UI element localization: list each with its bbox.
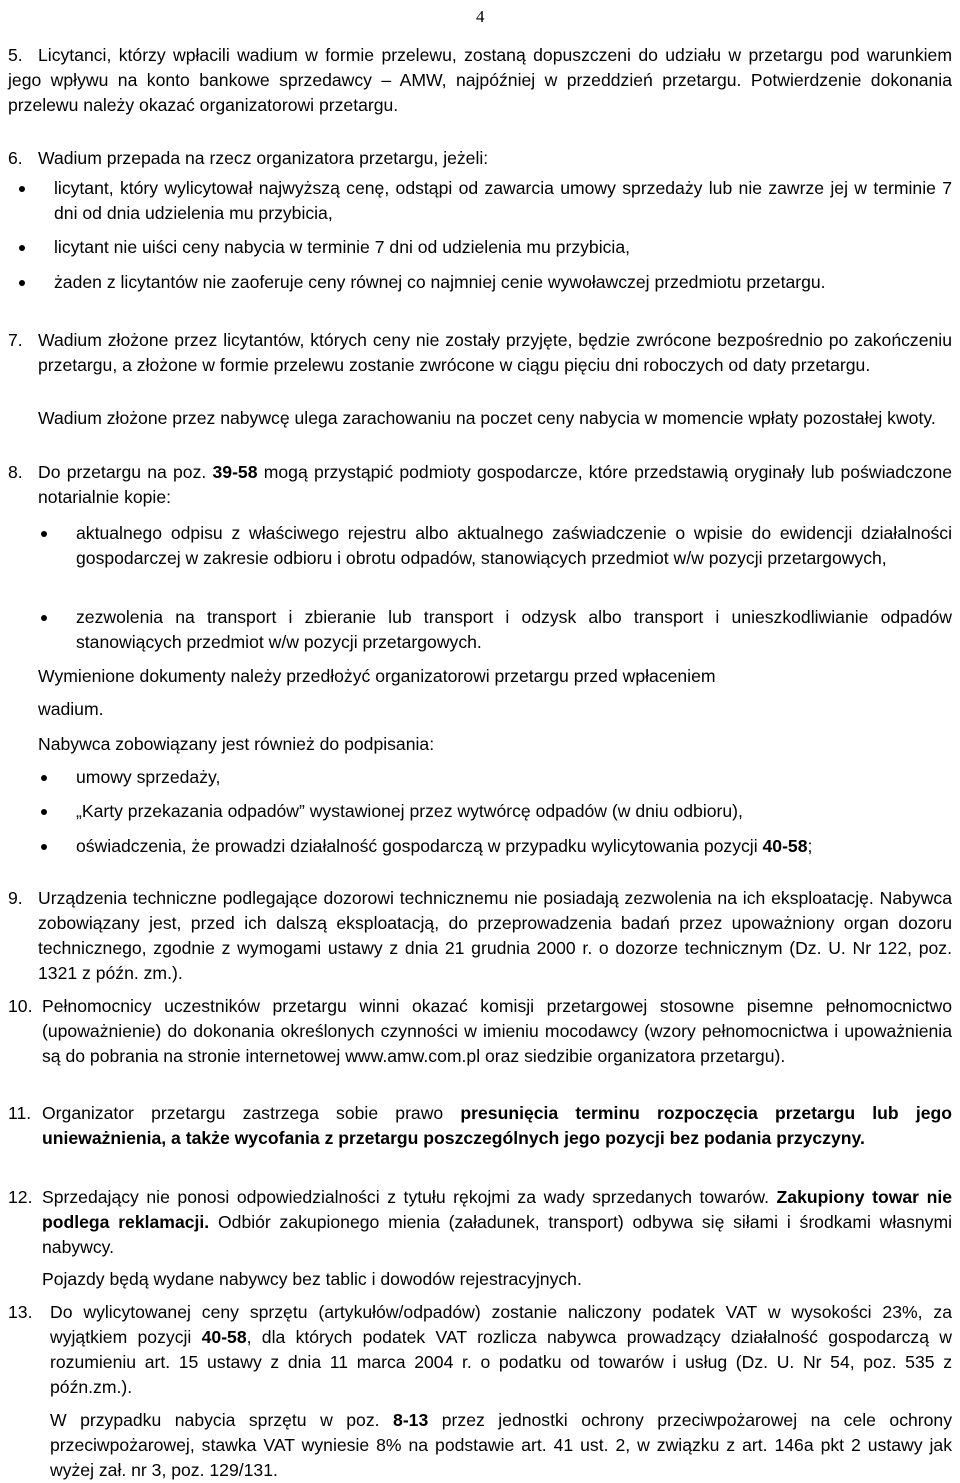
- section-10: [8, 994, 952, 1069]
- section-5-number: 5.: [8, 45, 23, 65]
- section-13-lead: Do wylicytowanej ceny sprzętu (artykułów/odpadów) zostanie naliczony podatek VAT w wysokości 23%, za wyjątkiem pozycji: [50, 1302, 952, 1347]
- section-12-bold: Zakupiony towar nie podlega reklamacji.: [42, 1187, 952, 1232]
- section-6: [8, 146, 952, 171]
- section-13-text: [50, 1300, 952, 1400]
- section-7-number: 7.: [8, 330, 23, 350]
- section-10-text: Pełnomocnicy uczestników przetargu winni okazać komisji przetargowej stosowne pisemne pełnomocnictwo (upoważnienie) do dokonania określonych czynności w imieniu mocodawcy (wzory pełnomocnictwa i upoważnienia są do pobrania na stronie internetowej www.amw.com.pl oraz siedzibie organizatora przetargu).: [42, 996, 952, 1066]
- section-9-text: Urządzenia techniczne podlegające dozorowi technicznemu nie posiadają zezwolenia na ich eksploatację. Nabywca zobowiązany jest, przed ich dalszą eksploatacją, do przeprowadzenia badań przez upoważniony organ dozoru technicznego, zgodnie z wymogami ustawy z dnia 21 grudnia 2000 r. o dozorze technicznym (Dz. U. Nr 122, poz. 1321 z późn. zm.).: [38, 888, 952, 983]
- section-13-positions: 40-58: [201, 1327, 247, 1347]
- section-13-rest: , dla których podatek VAT rozlicza nabywca prowadzący działalność gospodarczą w rozumieniu art. 15 ustawy z dnia 11 marca 2004 r. o podatku od towarów i usług (Dz. U. Nr 54, poz. 535 z późn.zm.).: [50, 1327, 953, 1397]
- section-7-text-2: Wadium złożone przez nabywcę ulega zarachowaniu na poczet ceny nabycia w momencie wpłaty pozostałej kwoty.: [38, 408, 936, 428]
- section-12-vehicles: Pojazdy będą wydane nabywcy bez tablic i dowodów rejestracyjnych.: [42, 1269, 582, 1289]
- section-11-bold: presunięcia terminu rozpoczęcia przetargu lub jego unieważnienia, a także wycofania z przetargu poszczególnych jego pozycji bez podania przyczyny.: [42, 1103, 953, 1148]
- section-8-bullet-2: zezwolenia na transport i zbieranie lub transport i odzysk albo transport i unieszkodliwianie odpadów stanowiących przedmiot w/w pozycji przetargowych.: [76, 605, 952, 655]
- section-7-text: Wadium złożone przez licytantów, których ceny nie zostały przyjęte, będzie zwrócone bezpośrednio po zakończeniu przetargu, a złożone w formie przelewu zostanie zwrócone w ciągu pięciu dni roboczych od daty przetargu.: [38, 330, 952, 375]
- section-8-positions: 39-58: [212, 462, 258, 482]
- section-6-bullet-2: licytant nie uiści ceny nabycia w terminie 7 dni od udzielenia mu przybicia,: [54, 235, 952, 260]
- section-5-text: Licytanci, którzy wpłacili wadium w formie przelewu, zostaną dopuszczeni do udziału w przetargu pod warunkiem jego wpływu na konto bankowe sprzedawcy – AMW, najpóźniej w przeddzień przetargu. Potwierdzenie dokonania przelewu należy okazać organizatorowi przetargu.: [8, 45, 952, 115]
- section-8-buyer-bullet-3: [76, 834, 952, 859]
- section-13-paragraph-2: [50, 1408, 952, 1483]
- section-6-number: 6.: [8, 148, 23, 168]
- section-6-bullet-3: żaden z licytantów nie zaoferuje ceny równej co najmniej cenie wywoławczej przedmiotu przetargu.: [54, 270, 952, 295]
- section-8-statement-end: ;: [807, 836, 813, 856]
- section-8-rest: mogą przystąpić podmioty gospodarcze, które przedstawią oryginały lub poświadczone notarialnie kopie:: [38, 462, 953, 507]
- section-9-number: 9.: [8, 888, 23, 908]
- section-8-documents-line-1: Wymienione dokumenty należy przedłożyć organizatorowi przetargu przed wpłaceniem: [38, 666, 716, 686]
- section-12-text: [42, 1185, 952, 1260]
- page-number: 4: [476, 7, 485, 26]
- section-9: [8, 886, 952, 986]
- section-8-documents-line-2: wadium.: [38, 699, 104, 719]
- section-6-text: Wadium przepada na rzecz organizatora przetargu, jeżeli:: [38, 148, 489, 168]
- section-8-number: 8.: [8, 462, 23, 482]
- section-8-statement-positions: 40-58: [762, 836, 808, 856]
- section-8: [8, 460, 952, 510]
- section-13-p2-lead: W przypadku nabycia sprzętu w poz.: [50, 1410, 380, 1430]
- section-13-number: 13.: [8, 1302, 33, 1322]
- section-8-bullet-1: aktualnego odpisu z właściwego rejestru albo aktualnego zaświadczenie o wpisie do ewidencji działalności gospodarczej w zakresie odbioru i obrotu odpadów, stanowiących przedmiot w/w pozycji przetargowych,: [76, 521, 952, 571]
- section-10-number: 10.: [8, 996, 33, 1016]
- section-8-buyer-bullet-1: umowy sprzedaży,: [76, 765, 952, 790]
- section-5: [8, 43, 952, 118]
- section-8-buyer-intro: Nabywca zobowiązany jest również do podpisania:: [38, 734, 435, 754]
- section-12-number: 12.: [8, 1187, 33, 1207]
- section-11-lead: Organizator przetargu zastrzega sobie prawo: [42, 1103, 444, 1123]
- section-12-rest: Odbiór zakupionego mienia (załadunek, transport) odbywa się siłami i środkami własnymi nabywcy.: [42, 1212, 953, 1257]
- section-8-lead: Do przetargu na poz.: [38, 462, 207, 482]
- section-13-p2-rest: przez jednostki ochrony przeciwpożarowej na cele ochrony przeciwpożarowej, stawka VAT wyniesie 8% na podstawie art. 41 ust. 2, w związku z art. 146a pkt 2 ustawy jak wyżej zał. nr 3, poz. 129/131.: [50, 1410, 953, 1480]
- section-6-bullet-1: licytant, który wylicytował najwyższą cenę, odstąpi od zawarcia umowy sprzedaży lub nie zawrze jej w terminie 7 dni od dnia udzielenia mu przybicia,: [54, 176, 952, 226]
- section-13-p2-positions: 8-13: [393, 1410, 429, 1430]
- section-11-text: [42, 1101, 952, 1151]
- section-8-buyer-bullet-2: „Karty przekazania odpadów” wystawionej przez wytwórcę odpadów (w dniu odbioru),: [76, 799, 952, 824]
- section-12-lead: Sprzedający nie ponosi odpowiedzialności z tytułu rękojmi za wady sprzedanych towarów.: [42, 1187, 769, 1207]
- section-12: [8, 1185, 952, 1260]
- section-8-statement-text: oświadczenia, że prowadzi działalność gospodarczą w przypadku wylicytowania pozycji: [76, 836, 758, 856]
- section-7: [8, 328, 952, 378]
- section-11: [8, 1101, 952, 1151]
- section-13: [8, 1300, 952, 1400]
- section-8-text: [38, 460, 952, 510]
- section-11-number: 11.: [8, 1103, 32, 1123]
